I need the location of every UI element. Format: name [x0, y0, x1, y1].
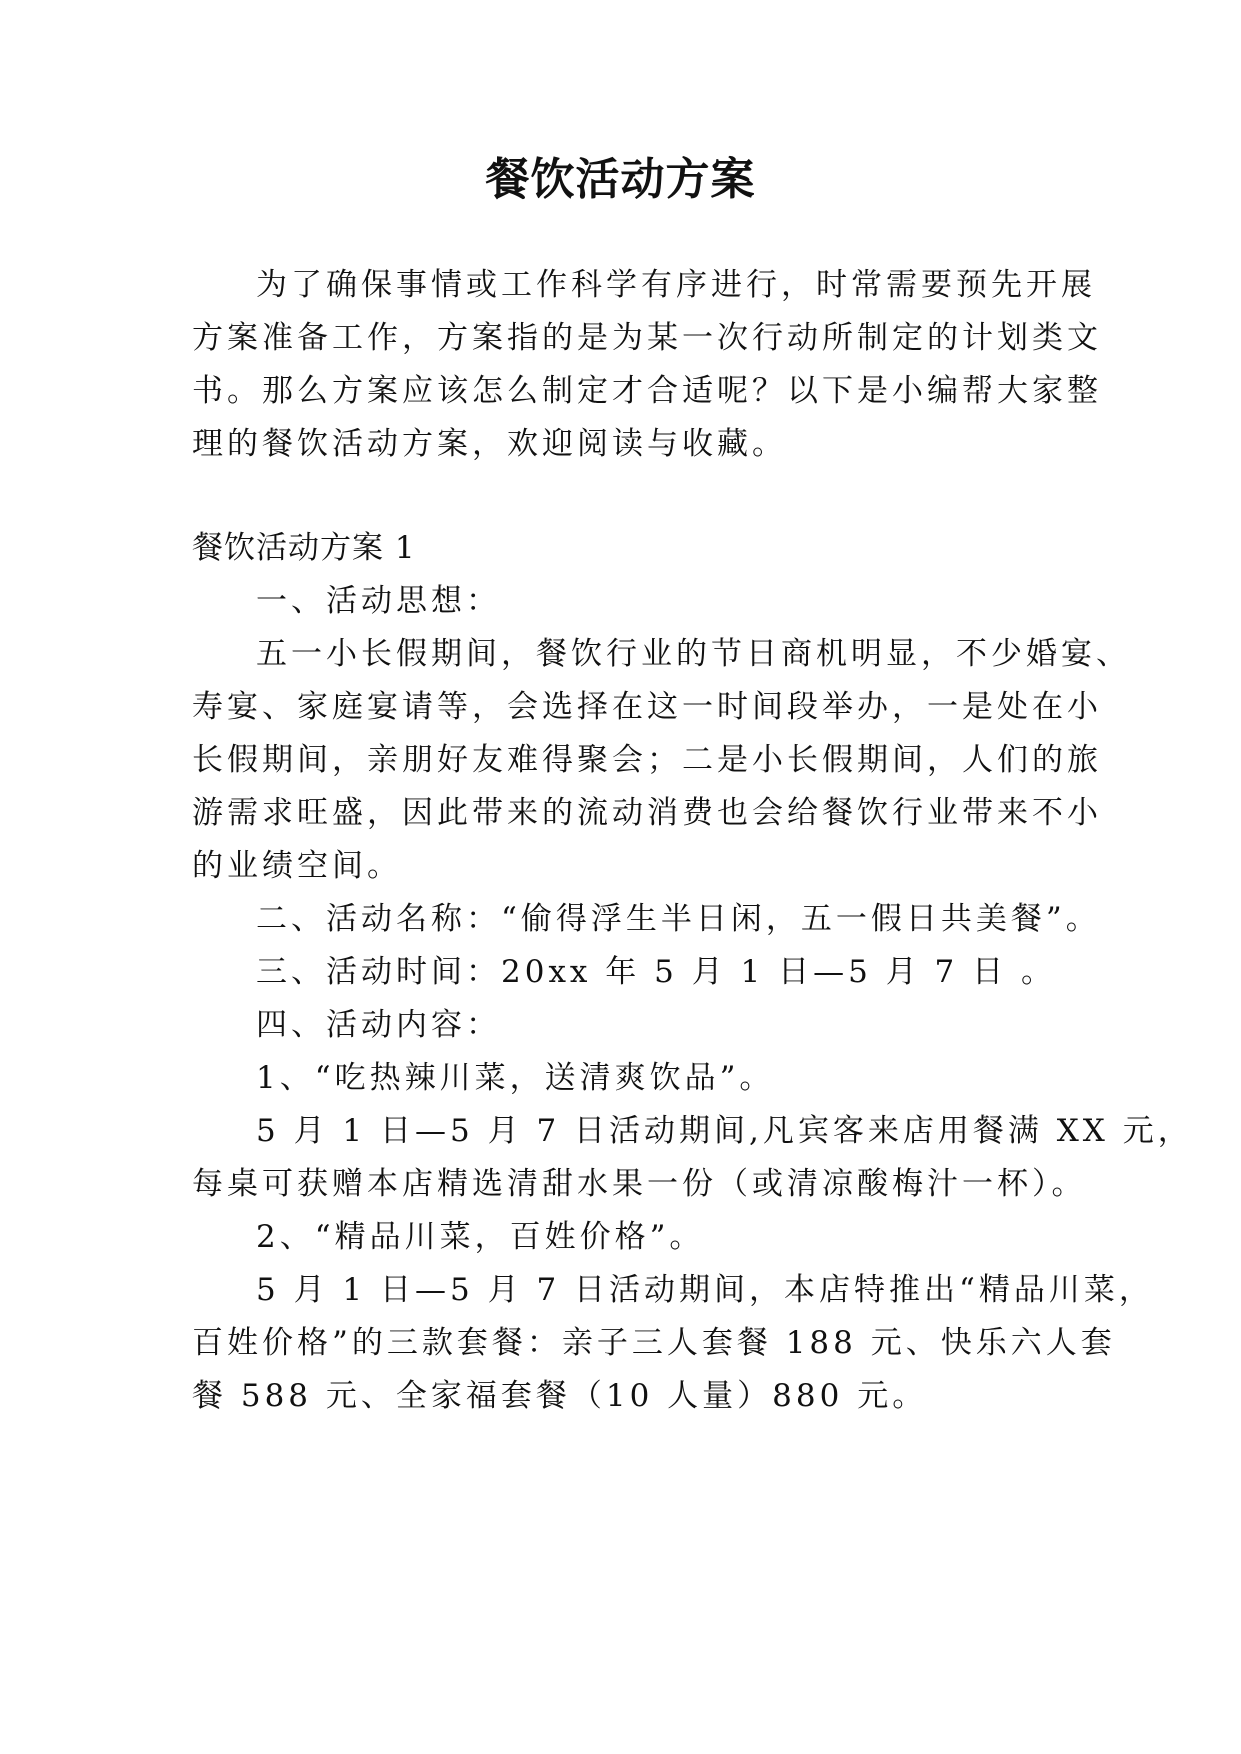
- section-heading: 四、活动内容：: [256, 1007, 501, 1043]
- intro-line: 书。那么方案应该怎么制定才合适呢？以下是小编帮大家整: [192, 373, 1102, 409]
- activity-name: 二、活动名称：“偷得浮生半日闲，五一假日共美餐”。: [256, 901, 1101, 937]
- document-title: 餐饮活动方案: [485, 154, 756, 205]
- item-title: 2、“精品川菜，百姓价格”。: [256, 1219, 705, 1255]
- section-heading: 一、活动思想：: [256, 583, 501, 619]
- item-title: 1、“吃热辣川菜，送清爽饮品”。: [256, 1060, 775, 1096]
- paragraph-line: 寿宴、家庭宴请等，会选择在这一时间段举办，一是处在小: [192, 689, 1102, 725]
- section-title: 餐饮活动方案 1: [192, 530, 416, 566]
- paragraph-line: 五一小长假期间，餐饮行业的节日商机明显，不少婚宴、: [256, 636, 1131, 672]
- paragraph-line: 每桌可获赠本店精选清甜水果一份（或清凉酸梅汁一杯）。: [192, 1166, 1087, 1202]
- paragraph-line: 百姓价格”的三款套餐：亲子三人套餐 188 元、快乐六人套: [192, 1325, 1116, 1361]
- paragraph-line: 5 月 1 日—5 月 7 日活动期间，本店特推出“精品川菜，: [256, 1272, 1154, 1308]
- intro-line: 方案准备工作，方案指的是为某一次行动所制定的计划类文: [192, 320, 1102, 356]
- paragraph-line: 游需求旺盛，因此带来的流动消费也会给餐饮行业带来不小: [192, 795, 1102, 831]
- intro-line: 为了确保事情或工作科学有序进行，时常需要预先开展: [256, 267, 1096, 303]
- paragraph-line: 长假期间，亲朋好友难得聚会；二是小长假期间，人们的旅: [192, 742, 1102, 778]
- paragraph-line: 餐 588 元、全家福套餐（10 人量）880 元。: [192, 1378, 928, 1414]
- paragraph-line: 5 月 1 日—5 月 7 日活动期间,凡宾客来店用餐满 XX 元，: [256, 1113, 1193, 1149]
- paragraph-line: 的业绩空间。: [192, 848, 402, 884]
- intro-line: 理的餐饮活动方案，欢迎阅读与收藏。: [192, 426, 787, 462]
- activity-time: 三、活动时间：20xx 年 5 月 1 日—5 月 7 日 。: [256, 954, 1056, 990]
